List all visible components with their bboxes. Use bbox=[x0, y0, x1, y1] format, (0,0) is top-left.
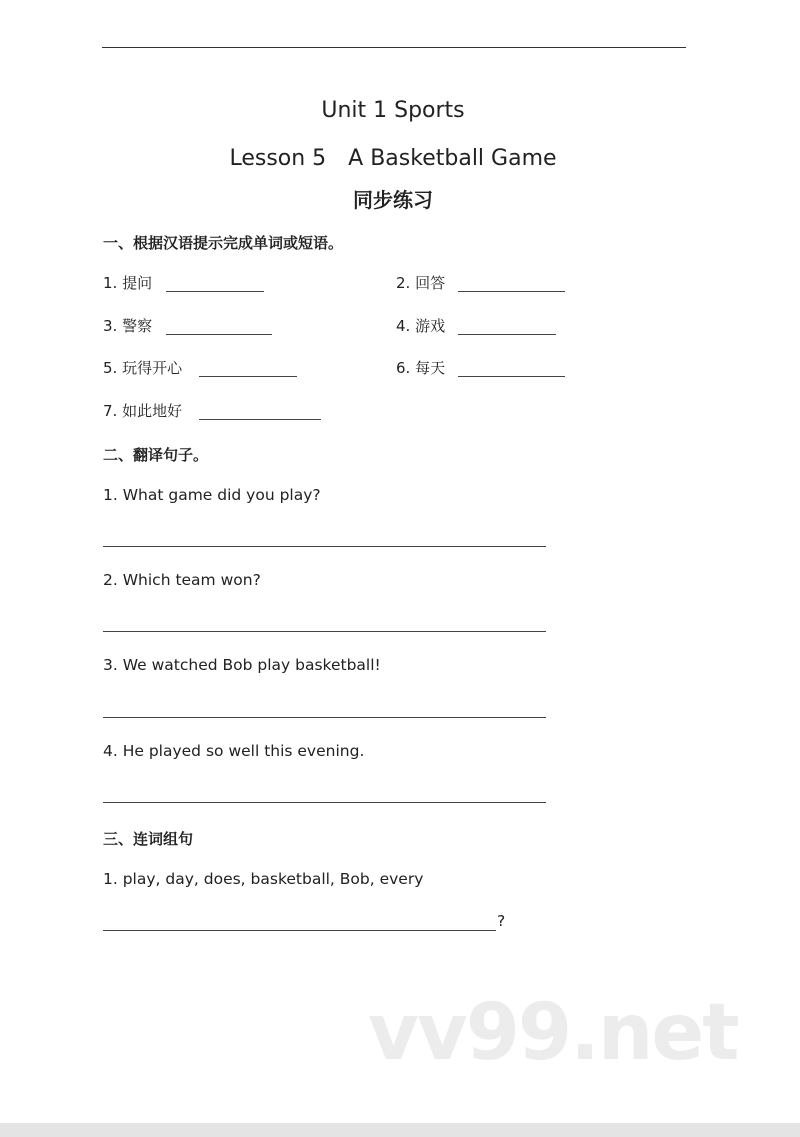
header-rule bbox=[102, 47, 686, 48]
vocab-item-1: 1. 提问 bbox=[103, 274, 153, 292]
translate-item-4: 4. He played so well this evening. bbox=[103, 742, 365, 760]
vocab-blank-1[interactable] bbox=[166, 291, 264, 292]
question-mark: ? bbox=[497, 912, 506, 930]
translate-answer-line-1[interactable] bbox=[103, 546, 546, 547]
bottom-bar bbox=[0, 1123, 800, 1137]
vocab-blank-7[interactable] bbox=[199, 419, 321, 420]
translate-answer-line-2[interactable] bbox=[103, 631, 546, 632]
word-order-answer-line-1[interactable] bbox=[103, 930, 496, 931]
vocab-item-6: 6. 每天 bbox=[396, 359, 446, 377]
translate-answer-line-3[interactable] bbox=[103, 717, 546, 718]
watermark: vv99.net bbox=[368, 988, 738, 1078]
translate-answer-line-4[interactable] bbox=[103, 802, 546, 803]
section2-heading: 二、翻译句子。 bbox=[103, 446, 209, 464]
translate-item-2: 2. Which team won? bbox=[103, 571, 261, 589]
doc-subtitle: Lesson 5 A Basketball Game bbox=[229, 146, 557, 171]
vocab-blank-5[interactable] bbox=[199, 376, 297, 377]
vocab-blank-2[interactable] bbox=[458, 291, 565, 292]
vocab-item-3: 3. 警察 bbox=[103, 317, 153, 335]
vocab-item-7: 7. 如此地好 bbox=[103, 402, 183, 420]
translate-item-3: 3. We watched Bob play basketball! bbox=[103, 656, 381, 674]
doc-title: Unit 1 Sports bbox=[321, 98, 465, 123]
doc-subtitle2: 同步练习 bbox=[353, 188, 433, 212]
vocab-blank-6[interactable] bbox=[458, 376, 565, 377]
section1-heading: 一、根据汉语提示完成单词或短语。 bbox=[103, 234, 344, 252]
vocab-item-5: 5. 玩得开心 bbox=[103, 359, 183, 377]
section3-heading: 三、连词组句 bbox=[103, 830, 194, 848]
translate-item-1: 1. What game did you play? bbox=[103, 486, 321, 504]
vocab-blank-3[interactable] bbox=[166, 334, 272, 335]
vocab-item-4: 4. 游戏 bbox=[396, 317, 446, 335]
word-order-item-1: 1. play, day, does, basketball, Bob, every bbox=[103, 870, 424, 888]
vocab-item-2: 2. 回答 bbox=[396, 274, 446, 292]
vocab-blank-4[interactable] bbox=[458, 334, 556, 335]
